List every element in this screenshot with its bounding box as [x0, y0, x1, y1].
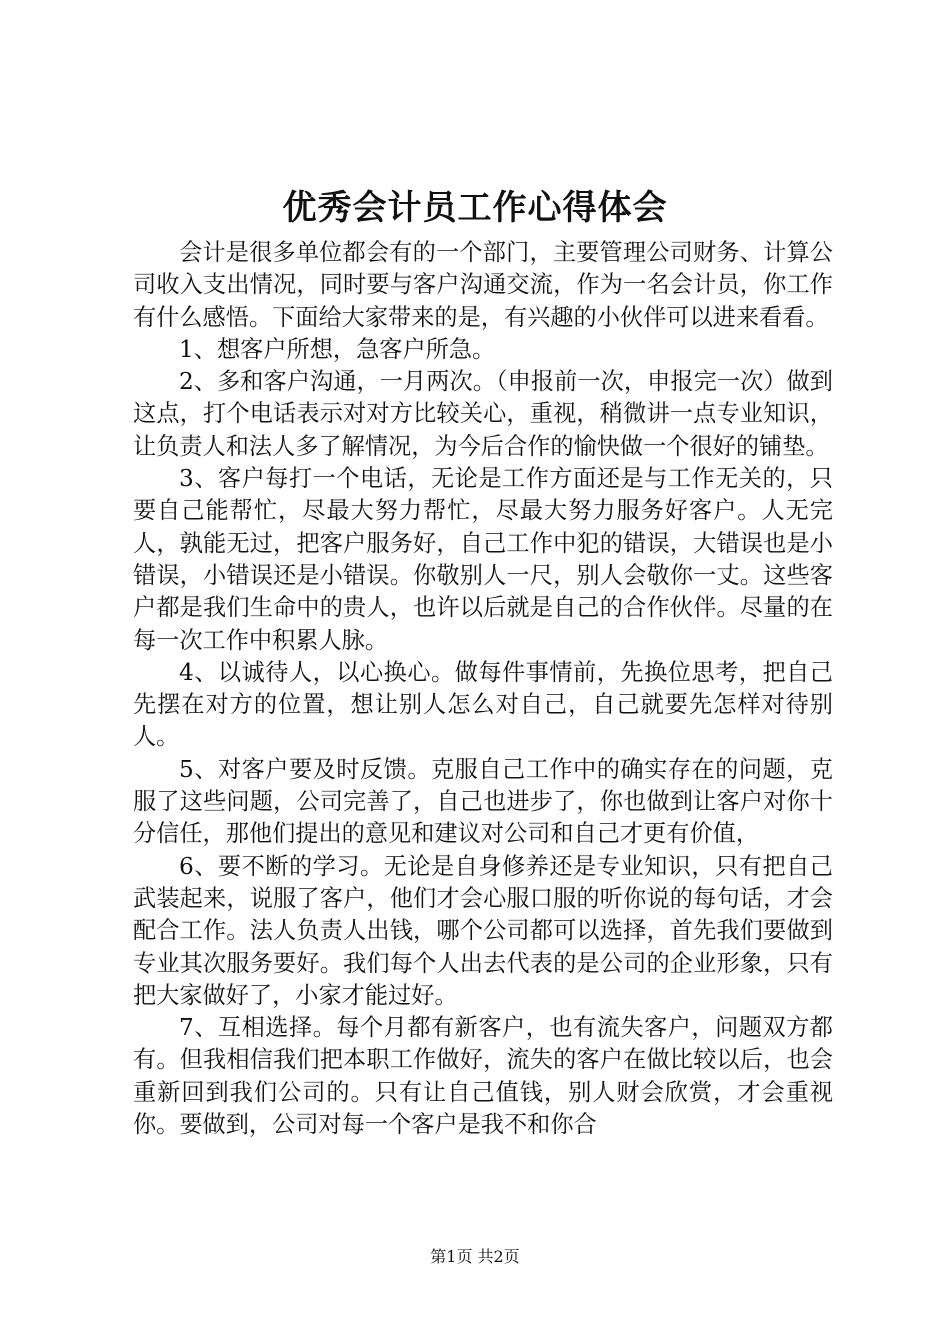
document-title: 优秀会计员工作心得体会 [282, 188, 668, 228]
paragraph-item-1: 1、想客户所想，急客户所急。 [179, 335, 496, 363]
page-footer: 第1页 共2页 [430, 1247, 520, 1266]
paragraph-item-4: 4、以诚待人，以心换心。做每件事情前，先换位思考，把自己先摆在对方的位置，想让别人怎么对自己，自己就要先怎样对待别人。 [133, 658, 833, 751]
paragraph-intro: 会计是很多单位都会有的一个部门，主要管理公司财务、计算公司收入支出情况，同时要与客户沟通交流，作为一名会计员，你工作有什么感悟。下面给大家带来的是，有兴趣的小伙伴可以进来看看。 [133, 239, 833, 331]
paragraph-item-6: 6、要不断的学习。无论是自身修养还是专业知识，只有把自己武装起来，说服了客户，他们才会心服口服的听你说的每句话，才会配合工作。法人负责人出钱，哪个公司都可以选择，首先我们要做到专业其次服务要好。我们每个人出去代表的是公司的企业形象，只有把大家做好了，小家才能过好。 [133, 852, 833, 1009]
paragraph-item-5: 5、对客户要及时反馈。克服自己工作中的确实存在的问题，克服了这些问题，公司完善了，自己也进步了，你也做到让客户对你十分信任，那他们提出的意见和建议对公司和自己才更有价值， [133, 755, 833, 848]
document-body [133, 237, 833, 1141]
paragraph-item-3: 3、客户每打一个电话，无论是工作方面还是与工作无关的，只要自己能帮忙，尽最大努力帮忙，尽最大努力服务好客户。人无完人，孰能无过，把客户服务好，自己工作中犯的错误，大错误也是小错误，小错误还是小错误。你敬别人一尺，别人会敬你一丈。这些客户都是我们生命中的贵人，也许以后就是自己的合作伙伴。尽量的在每一次工作中积累人脉。 [133, 465, 833, 654]
paragraph-item-7: 7、互相选择。每个月都有新客户，也有流失客户，问题双方都有。但我相信我们把本职工作做好，流失的客户在做比较以后，也会重新回到我们公司的。只有让自己值钱，别人财会欣赏，才会重视你。要做到，公司对每一个客户是我不和你合 [133, 1014, 833, 1139]
paragraph-item-2: 2、多和客户沟通，一月两次。（申报前一次，申报完一次）做到这点，打个电话表示对对方比较关心，重视，稍微讲一点专业知识，让负责人和法人多了解情况，为今后合作的愉快做一个很好的铺垫。 [133, 368, 833, 460]
